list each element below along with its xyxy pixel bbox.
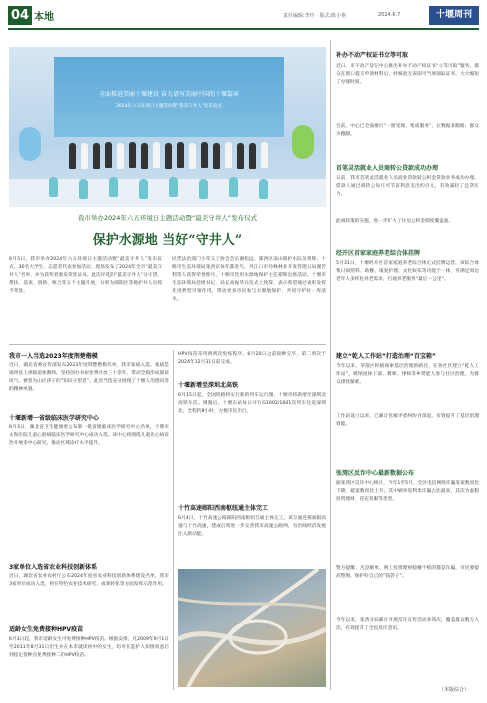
article-body: 6月3日，湖北省卫生健康委公布新一批省级临床医学研究中心名单，十堰市太和医院儿童心脏病临床医学研究中心成功入选。该中心将围绕儿童先心病诊治开展多中心研究，推动区域诊疗水平提升。 [9,425,169,446]
article-title: 补办不动产权证书立等可取 [336,52,409,59]
performer [49,177,58,197]
article-title: 首笔灵活就业人员商转公贷款成功办理 [336,165,439,172]
guest [153,142,160,168]
article-body: 工作站设立以来，已累计化解矛盾纠纷百余起，有效提升了基层治理效能。 [336,414,479,427]
event-photo [9,47,326,207]
editor-credit: 责任编辑:李玲 · 版式:陈小艳 [283,13,347,19]
column-rule [330,40,331,690]
article-body: 今年以来，张湾分局累计开展反诈宣传活动多场次，覆盖群众数万人次，有效提升了全民反诈意识。 [336,618,479,631]
guest [189,143,196,169]
article-title: 十堰新增至深圳北高铁 [178,382,239,389]
header-rule [8,28,479,30]
article-body: 近日，湖北省委宣传部发布2023年度荆楚楷模名单，我市张斌入选。张斌是郧西县上津镇退休教师，坚持创办书屋免费开放三十余年，带动全镇形成阅读风气，被誉为山区孩子的“知识守望者”。此次当选充分展现了十堰人崇德向善的精神风貌。 [9,363,169,392]
guest [117,143,124,169]
article-body: 据张湾区反诈中心统计，今年1至5月，全区电信网络诈骗发案数同比下降，破案数同比上升。其中刷单返利类诈骗占比最高，其次为虚假投资理财、冒充客服等类型。 [336,481,479,502]
guest [249,143,256,169]
guest [225,142,232,168]
article-body: 警方提醒：凡是刷单、网上投资理财稳赚不赔的都是诈骗，市民要提高警惕，保护好自己的“钱袋子”。 [336,566,479,579]
masthead-logo: 十堰周刊 [429,6,479,25]
lead-kicker: 我市举办2024年六五环境日主题活动暨“最美守井人”发布仪式 [77,214,258,222]
article-body: 日前，我市首笔灵活就业人员商业贷款转公积金贷款业务成功办理。借款人通过商转公每月可节省利息支出约百元，有效减轻了还贷压力。 [336,176,479,197]
article-title: 3家单位入选省农业科技创新体系 [9,564,98,571]
guest [81,143,88,169]
screen-event-title: 2024年六五环境日主题活动暨“晨美守井人”发布仪式 [115,104,223,109]
page-header [0,0,487,28]
guest [165,143,172,169]
guest [129,142,136,168]
guest [261,142,268,168]
article-body: 6月15日起，全国铁路将实行新的列车运行图，十堰市将新增至深圳北高铁车次。调图后，十堰东站每日开行G1602/1601次列车往返深圳北，全程约8小时，方便市民出行。 [178,393,326,414]
article-title: 经开区首家家庭养老综合体挂牌 [336,250,421,257]
article-title: 张湾区反诈中心最新数据公布 [336,470,415,477]
article-title: 我市一人当选2023年度荆楚楷模 [9,353,98,360]
article-body: 6月3日起，我市适龄女生可免费接种HPV疫苗。根据安排，凡2009年9月1日至2011年8月31日出生并在本市就读初中的女生，均可在监护人知情同意后到指定接种点免费接种二价HPV疫苗。 [9,637,169,658]
article-body: 近日，市不动产登记中心推出补办不动产权证书“立等可取”服务。群众在窗口提交申请材料后，经核验无误即可当场领取证书，大大缩短了办理时间。 [336,64,479,85]
guest [105,142,112,168]
stage-screen [54,57,284,137]
guest [213,143,220,169]
source-note: （本版综合） [439,687,470,693]
screen-slogan: 全面推进美丽十堰建设 奋力谱写美丽中国的十堰篇章 [99,91,239,98]
guest [141,143,148,169]
article-body: 目前，中心已全面推行“一窗受理、集成服务”，让数据多跑路、群众少跑腿。 [336,124,479,137]
performer [199,179,208,199]
article-title: 适龄女生免费接种HPV疫苗 [9,626,84,633]
performer [259,179,268,199]
article-title: 建立“乾人工作站”打造治理“百宝箱” [336,353,436,360]
column-rule [173,350,174,690]
article-title: 十堰新增一省级临床医学研究中心 [9,415,100,422]
article-title: 十竹高速郧阳西南枢纽通主体完工 [178,505,269,512]
article-body: HPV疫苗采用两剂次免疫程序，6月20日之前接种完毕，第二剂次于2024年12月31日前完成。 [178,352,326,365]
performer [229,177,238,197]
lead-body-left: 6月5日，我市举办2024年六五环境日主题活动暨“最美守井人”发布仪式。30名大学生、志愿者代表参加活动，现场发布了2024年全市“最美守井人”名单，并为获奖者颁发荣誉证书。此次评选的“最美守井人”分守望、帮扶、巡查、创新、统合等五个主题开展，分别为郧阳区等地护井人员授予荣誉。 [9,257,162,294]
guest [93,143,100,169]
guest [69,143,76,169]
performer [79,179,88,199]
issue-date: 2024.6.7 [378,12,401,18]
article-body: 6月4日，十竹高速公路郧阳西南枢纽互通主体完工。该互通连接福银高速与十竹高速，建成后将进一步完善我市高速公路网，为沿线经济发展注入新动能。 [178,516,326,537]
divider [9,344,326,345]
lead-headline-box [9,207,326,251]
article-body: 今年以来，茅箭区积极探索基层治理新路径，在各社区建立“乾人工作站”，吸纳退休干部、教师、律师等乡贤能人参与社区治理，为群众排忧解难。 [336,364,479,385]
performer [169,177,178,197]
green-mascot [292,125,314,159]
guest [201,142,208,168]
lead-body-right: 民凭法治部门小草义工协会会长谢松远、郧西区南山镇护水队员黄辉；十堰市生态环境局张西京每年都赴鸟、丹江口市丹峰林业开发管理五局谢苦利等人获得荣誉称号，十堰市饮用水源地保护主任郑辉出席活动。十堰市生态环境局党组书记、局长高振华在仪式上致辞，表示希望通过表彰发挥先进典型引领作用，带动更多市民参与水源地保护，共同守护好一库清水。 [172,257,326,302]
article-body: 5月31日，十堰经开区首家家庭养老综合体正式挂牌运营。该综合体集日间照料、助餐、康复护理、文化娱乐等功能于一体，可满足周边老年人多样化养老需求，打通养老服务“最后一公里”。 [336,261,479,282]
guest [237,143,244,169]
section-name: 本地 [34,12,54,23]
article-body: 此项政策的实施，进一步扩大了住房公积金制度覆盖面。 [336,219,454,224]
article-body: 近日，湖北省农业农村厅公布2024年度省农业科技创新体系建设名单，我市3家单位成功入选，将在特色农业技术研究、成果转化等方面发挥示范作用。 [9,574,169,587]
guest [177,142,184,168]
performer [109,177,118,197]
blue-mascot [19,127,41,161]
interchange-roads [178,569,326,687]
page-number: 04 [8,6,32,25]
performer [139,179,148,199]
lead-headline: 保护水源地 当好“守井人” [92,233,243,248]
interchange-photo [178,569,326,687]
